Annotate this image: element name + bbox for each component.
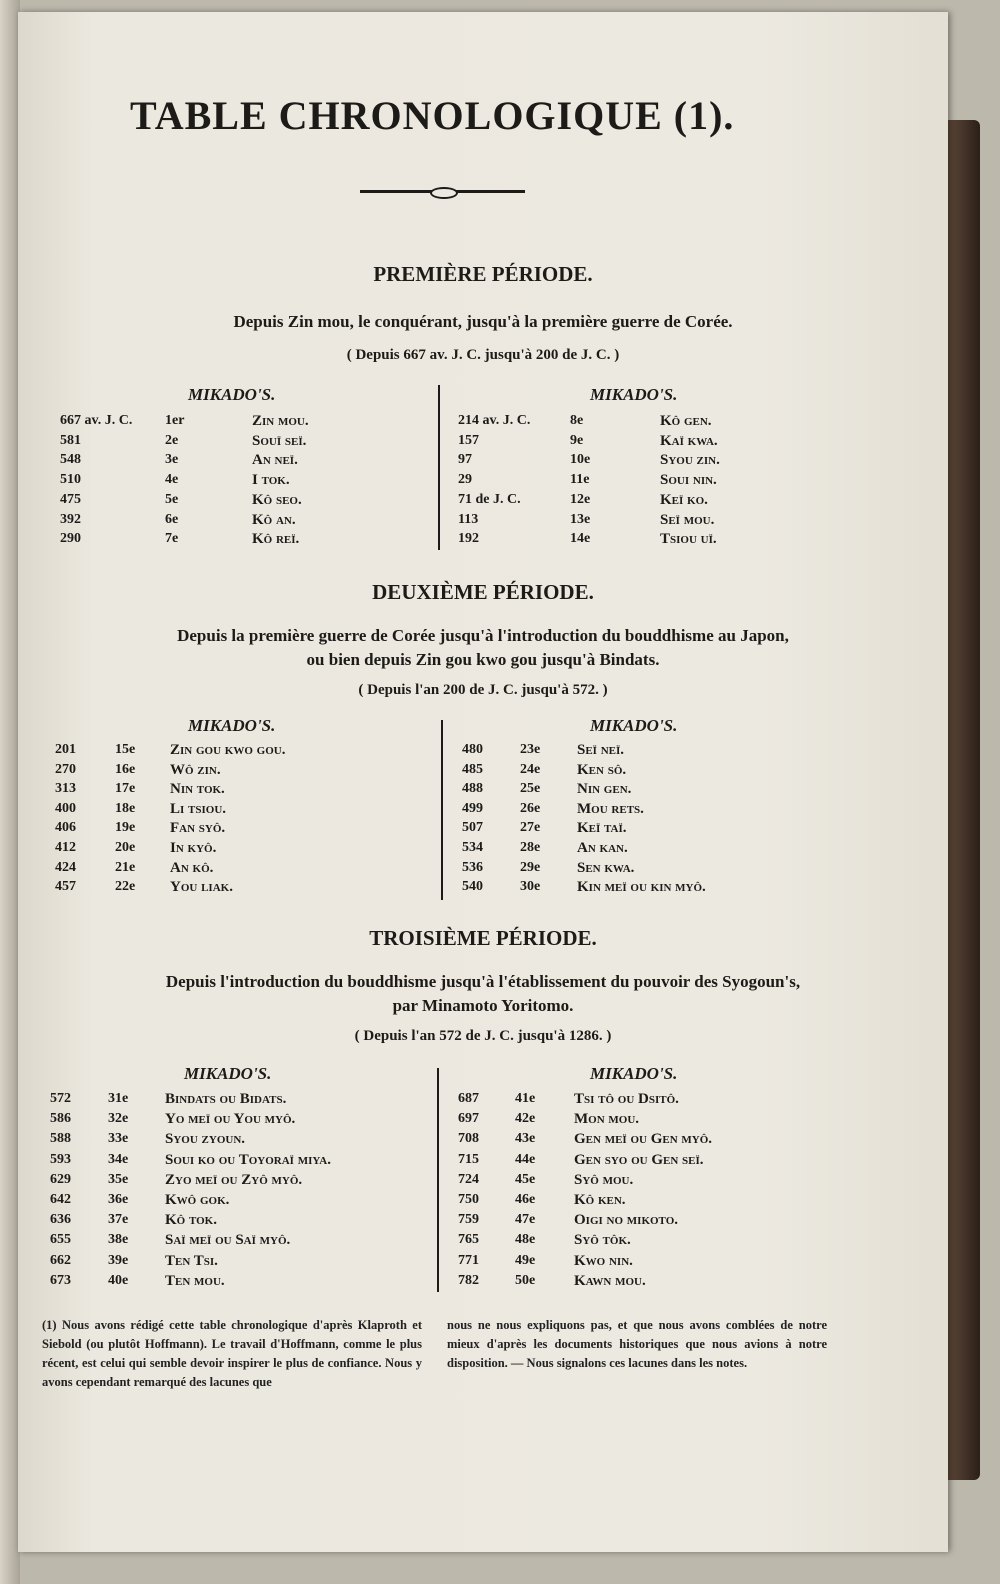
column-header-mikados: MIKADO'S.	[590, 385, 678, 404]
mikado-name: Syou zyoun.	[165, 1131, 246, 1148]
mikado-name: Fan syô.	[170, 820, 226, 837]
year: 313	[55, 781, 76, 797]
ordinal: 50e	[515, 1272, 536, 1288]
ordinal: 20e	[115, 840, 136, 855]
year: 475	[60, 491, 81, 507]
year: 157	[458, 432, 479, 448]
ordinal: 26e	[520, 800, 541, 816]
ordinal: 47e	[515, 1212, 536, 1228]
year: 457	[55, 879, 76, 895]
ordinal: 24e	[520, 761, 541, 777]
mikado-name: Kô an.	[252, 511, 296, 528]
year: 667 av. J. C.	[60, 413, 133, 428]
ornamental-rule	[360, 190, 525, 193]
ordinal: 40e	[108, 1272, 129, 1288]
mikado-name: Keï ko.	[660, 491, 708, 508]
ordinal: 14e	[570, 531, 591, 547]
year: 588	[50, 1131, 71, 1147]
ordinal: 33e	[108, 1131, 129, 1147]
mikado-name: Nin tok.	[170, 781, 225, 798]
period-heading: PREMIÈRE PÉRIODE.	[373, 262, 593, 286]
mikado-name: Kô seo.	[252, 491, 302, 508]
mikado-name: Sen kwa.	[577, 859, 635, 876]
ordinal: 7e	[165, 531, 179, 547]
ordinal: 8e	[570, 413, 584, 428]
year: 572	[50, 1091, 71, 1106]
year: 586	[50, 1111, 71, 1127]
year: 759	[458, 1212, 479, 1228]
year: 192	[458, 531, 479, 547]
ordinal: 25e	[520, 781, 541, 797]
year: 771	[458, 1252, 479, 1268]
year: 636	[50, 1212, 71, 1228]
ordinal: 45e	[515, 1171, 536, 1187]
year: 715	[458, 1151, 479, 1167]
year: 655	[50, 1232, 71, 1248]
period-range: ( Depuis l'an 572 de J. C. jusqu'à 1286. )	[354, 1028, 612, 1044]
column-header-mikados: MIKADO'S.	[188, 716, 276, 735]
mikado-name: Kô tok.	[165, 1212, 217, 1229]
column-divider	[438, 385, 440, 550]
period-description: Depuis l'introduction du bouddhisme jusqu'à l'établissement du pouvoir des Syogoun's,	[165, 972, 801, 991]
year: 392	[60, 511, 81, 527]
footnote-right: nous ne nous expliquons pas, et que nous avons comblées de notre mieux d'après les documents historiques que nous avions à notre disposition. — Nous signalons ces lacunes dans les notes.	[447, 1318, 827, 1370]
year: 71 de J. C.	[458, 491, 521, 507]
year: 412	[55, 840, 76, 855]
mikado-name: Oigi no mikoto.	[574, 1212, 679, 1229]
mikado-name: Kô gen.	[660, 413, 712, 429]
ordinal: 9e	[570, 432, 584, 448]
year: 510	[60, 472, 81, 488]
year: 201	[55, 742, 76, 757]
ordinal: 27e	[520, 820, 541, 836]
mikado-name: Souï seï.	[252, 432, 307, 449]
ordinal: 34e	[108, 1151, 129, 1167]
ordinal: 31e	[108, 1091, 129, 1106]
ordinal: 2e	[165, 432, 179, 448]
year: 708	[458, 1131, 479, 1147]
year: 724	[458, 1171, 479, 1187]
ordinal: 39e	[108, 1252, 129, 1268]
mikado-name: Zyo meï ou Zyô myô.	[165, 1171, 303, 1188]
period-range: ( Depuis 667 av. J. C. jusqu'à 200 de J. C. )	[346, 347, 620, 363]
year: 673	[50, 1272, 71, 1288]
mikado-name: An kan.	[577, 840, 628, 856]
year: 593	[50, 1151, 71, 1167]
year: 540	[462, 879, 483, 895]
mikado-name: Soui ko ou Toyoraï miya.	[165, 1151, 331, 1168]
mikado-name: Seï mou.	[660, 511, 715, 528]
year: 290	[60, 531, 81, 547]
ordinal: 15e	[115, 742, 136, 757]
ordinal: 16e	[115, 761, 136, 777]
period-description: Depuis Zin mou, le conquérant, jusqu'à la première guerre de Corée.	[233, 312, 733, 331]
year: 499	[462, 800, 483, 816]
mikado-name: Tsiou uï.	[660, 531, 717, 548]
ordinal: 42e	[515, 1111, 536, 1127]
ordinal: 46e	[515, 1192, 536, 1207]
mikado-name: An neï.	[252, 452, 298, 469]
ordinal: 37e	[108, 1212, 129, 1228]
year: 406	[55, 820, 76, 836]
mikado-name: Ten mou.	[165, 1272, 225, 1289]
mikado-name: Gen meï ou Gen myô.	[574, 1131, 713, 1148]
mikado-name: In kyô.	[170, 840, 217, 856]
mikado-name: Mon mou.	[574, 1111, 640, 1128]
year: 534	[462, 840, 483, 855]
mikado-name: Keï taï.	[577, 820, 627, 837]
footnote-left: (1) Nous avons rédigé cette table chronologique d'après Klaproth et Siebold (ou plutôt Hoffmann). Le travail d'Hoffmann, comme le plus récent, est celui qui semble devoir inspirer le plus de confiance. Nous y avons cependant remarqué des lacunes que	[42, 1318, 422, 1389]
mikado-name: Kô reï.	[252, 531, 300, 548]
year: 697	[458, 1111, 479, 1127]
ordinal: 30e	[520, 879, 541, 895]
year: 581	[60, 432, 81, 448]
mikado-name: Zin mou.	[252, 413, 309, 429]
mikado-name: Kwo nin.	[574, 1252, 633, 1269]
ordinal: 32e	[108, 1111, 129, 1127]
year: 536	[462, 859, 483, 875]
ordinal: 1er	[165, 413, 185, 428]
period-heading: TROISIÈME PÉRIODE.	[369, 926, 597, 950]
ordinal: 5e	[165, 491, 179, 507]
mikado-name: Gen syo ou Gen seï.	[574, 1151, 704, 1168]
ordinal: 3e	[165, 452, 179, 468]
period-range: ( Depuis l'an 200 de J. C. jusqu'à 572. )	[358, 682, 608, 698]
year: 29	[458, 472, 472, 488]
mikado-name: Mou rets.	[577, 800, 644, 817]
year: 750	[458, 1192, 479, 1207]
year: 270	[55, 761, 76, 777]
year: 485	[462, 761, 483, 777]
year: 214 av. J. C.	[458, 413, 531, 428]
column-header-mikados: MIKADO'S.	[184, 1064, 272, 1083]
ordinal: 6e	[165, 511, 179, 527]
ordinal: 21e	[115, 859, 136, 875]
ordinal: 29e	[520, 859, 541, 875]
mikado-name: Syô tôk.	[574, 1232, 631, 1249]
year: 687	[458, 1091, 479, 1106]
year: 765	[458, 1232, 479, 1248]
ordinal: 38e	[108, 1232, 129, 1248]
year: 488	[462, 781, 483, 797]
year: 629	[50, 1171, 71, 1187]
mikado-name: Ten Tsi.	[165, 1252, 218, 1269]
year: 642	[50, 1192, 71, 1207]
mikado-name: Syô mou.	[574, 1171, 634, 1188]
mikado-name: Seï neï.	[577, 742, 625, 758]
ordinal: 23e	[520, 742, 541, 757]
mikado-name: Li tsiou.	[170, 800, 227, 817]
ordinal: 49e	[515, 1252, 536, 1268]
ordinal: 35e	[108, 1171, 129, 1187]
ordinal: 19e	[115, 820, 136, 836]
column-divider	[441, 720, 443, 900]
previous-page-edge	[0, 0, 20, 1584]
mikado-name: Kawn mou.	[574, 1272, 646, 1289]
mikado-name: Soui nin.	[660, 472, 717, 489]
mikado-name: Saï meï ou Saï myô.	[165, 1232, 291, 1249]
mikado-name: Nin gen.	[577, 781, 632, 798]
ordinal: 13e	[570, 511, 591, 527]
ordinal: 43e	[515, 1131, 536, 1147]
year: 424	[55, 859, 76, 875]
mikado-name: Zin gou kwo gou.	[170, 742, 286, 758]
year: 662	[50, 1252, 71, 1268]
column-header-mikados: MIKADO'S.	[590, 716, 678, 735]
period-description: ou bien depuis Zin gou kwo gou jusqu'à Bindats.	[306, 650, 660, 669]
mikado-name: Kaï kwa.	[660, 432, 718, 449]
mikado-name: Kwô gok.	[165, 1192, 230, 1208]
year: 400	[55, 800, 76, 816]
column-divider	[437, 1068, 439, 1292]
mikado-name: Syou zin.	[660, 452, 720, 469]
mikado-name: Tsi tô ou Dsitô.	[574, 1091, 679, 1107]
ordinal: 4e	[165, 472, 179, 488]
year: 97	[458, 452, 472, 468]
year: 113	[458, 511, 479, 527]
ordinal: 28e	[520, 840, 541, 855]
page-title: TABLE CHRONOLOGIQUE (1).	[130, 93, 735, 138]
mikado-name: Yo meï ou You myô.	[165, 1111, 296, 1128]
ordinal: 44e	[515, 1151, 536, 1167]
mikado-name: Wô zin.	[170, 761, 221, 778]
period-description: Depuis la première guerre de Corée jusqu'à l'introduction du bouddhisme au Japon,	[177, 626, 789, 645]
year: 548	[60, 452, 81, 468]
mikado-name: Ken sô.	[577, 761, 627, 778]
ordinal: 48e	[515, 1232, 536, 1248]
mikado-name: Kin meï ou kin myô.	[577, 879, 706, 896]
column-header-mikados: MIKADO'S.	[188, 385, 276, 404]
mikado-name: Kô ken.	[574, 1192, 626, 1208]
period-heading: DEUXIÈME PÉRIODE.	[372, 580, 594, 604]
column-header-mikados: MIKADO'S.	[590, 1064, 678, 1083]
year: 782	[458, 1272, 479, 1288]
year: 507	[462, 820, 483, 836]
mikado-name: I tok.	[252, 472, 290, 489]
ordinal: 12e	[570, 491, 591, 507]
ordinal: 18e	[115, 800, 136, 816]
mikado-name: Bindats ou Bidats.	[165, 1091, 287, 1107]
mikado-name: An kô.	[170, 859, 214, 876]
year: 480	[462, 742, 483, 757]
ordinal: 36e	[108, 1192, 129, 1207]
ordinal: 17e	[115, 781, 136, 797]
ordinal: 22e	[115, 879, 136, 895]
period-description: par Minamoto Yoritomo.	[392, 996, 574, 1015]
ordinal: 41e	[515, 1091, 536, 1106]
mikado-name: You liak.	[170, 879, 233, 896]
ordinal: 11e	[570, 472, 590, 488]
ordinal: 10e	[570, 452, 591, 468]
